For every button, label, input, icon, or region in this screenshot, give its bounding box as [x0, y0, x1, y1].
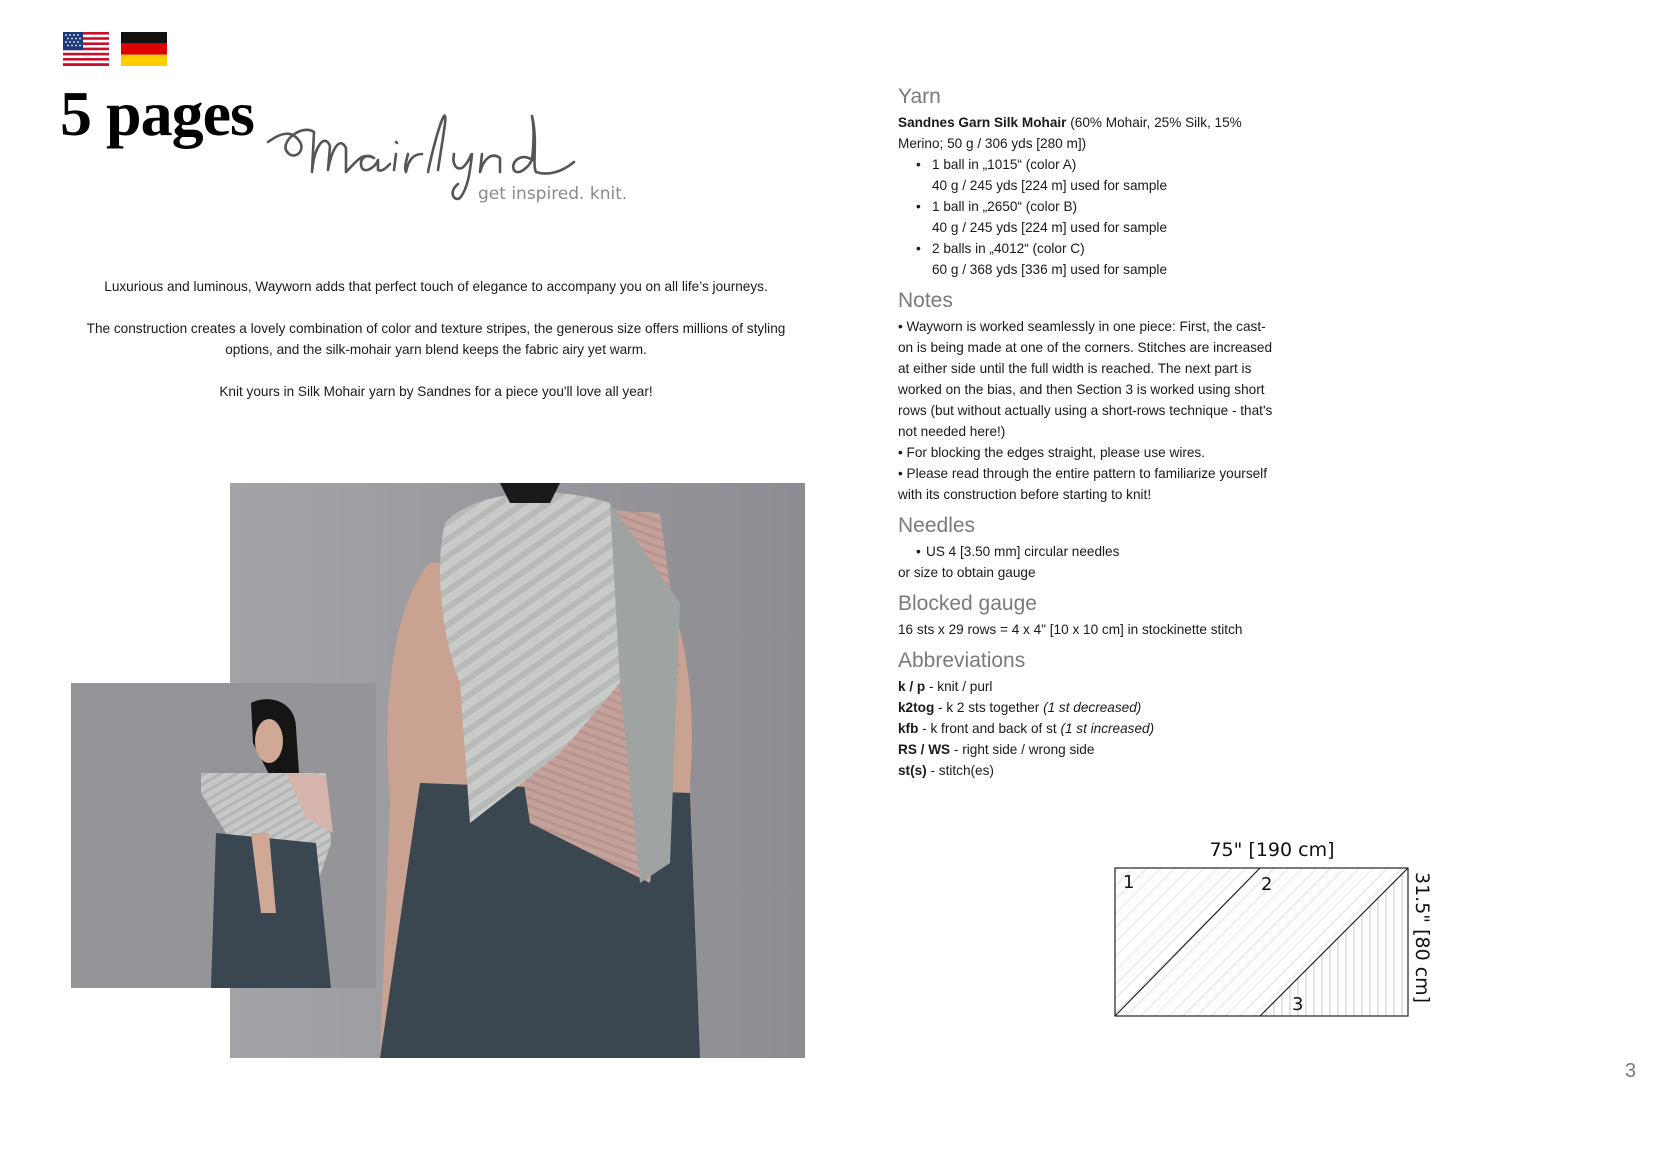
gauge-text: 16 sts x 29 rows = 4 x 4" [10 x 10 cm] in stockinette stitch [898, 622, 1243, 637]
schematic-height-label: 31.5" [80 cm] [1411, 872, 1433, 1004]
yarn-item: • 1 ball in „2650“ (color B) [898, 196, 1278, 217]
notes-section [898, 288, 1278, 505]
abbreviation-note: (1 st increased) [1060, 721, 1155, 736]
yarn-name: Sandnes Garn Silk Mohair [898, 115, 1067, 130]
section-label-3: 3 [1292, 994, 1304, 1015]
abbreviation-item [898, 760, 1278, 781]
us-flag-icon[interactable] [63, 32, 109, 66]
intro-paragraph: Luxurious and luminous, Wayworn adds that perfect touch of elegance to accompany you on all life’s journeys. [104, 279, 768, 294]
page-number: 3 [1625, 1060, 1637, 1082]
abbreviation-note: (1 st decreased) [1043, 700, 1142, 715]
yarn-item-detail: 60 g / 368 yds [336 m] used for sample [932, 262, 1168, 277]
yarn-section [898, 84, 1278, 280]
abbreviations-section [898, 648, 1278, 781]
yarn-heading: Yarn [898, 85, 941, 108]
needles-item: • US 4 [3.50 mm] circular needles [898, 541, 1278, 562]
note-item: • Wayworn is worked seamlessly in one piece: First, the cast-on is being made at one of the corners. Stitches are increased at either side until the full width is reached. The next part is worked on the bias, and then Section 3 is worked using short rows (but without actually using a short-rows technique - that's not needed here!) [898, 319, 1273, 439]
shawl-photo-full [71, 683, 376, 988]
abbreviations-heading: Abbreviations [898, 649, 1026, 672]
abbreviation-item [898, 697, 1278, 718]
notes-heading: Notes [898, 289, 953, 312]
yarn-item: • 2 balls in „4012“ (color C) [898, 238, 1278, 259]
abbreviation-term: st(s) [898, 763, 927, 778]
yarn-description [898, 112, 1278, 154]
abbreviation-item [898, 739, 1278, 760]
shawl-schematic [1110, 834, 1450, 1024]
intro-paragraph: Knit yours in Silk Mohair yarn by Sandnes for a piece you'll love all year! [219, 384, 653, 399]
abbreviation-desc: - right side / wrong side [950, 742, 1095, 757]
yarn-composition: (60% Mohair, 25% Silk, 15% Merino; 50 g / 306 yds [280 m]) [898, 115, 1242, 151]
logo-tagline: get inspired. knit. [478, 184, 628, 204]
note-item: • For blocking the edges straight, please use wires. [898, 445, 1206, 460]
germany-flag-icon[interactable] [121, 32, 167, 66]
abbreviation-item [898, 676, 1278, 697]
abbreviation-term: kfb [898, 721, 919, 736]
schematic-width-label: 75" [190 cm] [1209, 839, 1335, 861]
abbreviation-term: k2tog [898, 700, 935, 715]
yarn-item: • 1 ball in „1015“ (color A) [898, 154, 1278, 175]
abbreviation-term: k / p [898, 679, 926, 694]
section-label-1: 1 [1123, 872, 1135, 893]
yarn-item-detail: 40 g / 245 yds [224 m] used for sample [932, 178, 1168, 193]
needles-note: or size to obtain gauge [898, 565, 1036, 580]
page-title: 5 pages [60, 78, 254, 149]
abbreviation-item [898, 718, 1278, 739]
note-item: • Please read through the entire pattern to familiarize yourself with its construction before starting to knit! [898, 466, 1267, 502]
abbreviation-term: RS / WS [898, 742, 951, 757]
needles-section [898, 513, 1278, 583]
needles-heading: Needles [898, 514, 976, 537]
abbreviation-desc: - k front and back of st [918, 721, 1061, 736]
intro-paragraph: The construction creates a lovely combination of color and texture stripes, the generous size offers millions of styling options, and the silk-mohair yarn blend keeps the fabric airy yet warm. [86, 321, 786, 357]
gauge-section [898, 591, 1278, 640]
intro-text [86, 276, 786, 423]
section-label-2: 2 [1261, 874, 1273, 895]
abbreviation-desc: - stitch(es) [926, 763, 994, 778]
gauge-heading: Blocked gauge [898, 592, 1037, 615]
abbreviation-desc: - knit / purl [925, 679, 993, 694]
abbreviation-desc: - k 2 sts together [934, 700, 1044, 715]
pattern-details [898, 84, 1278, 789]
yarn-item-detail: 40 g / 245 yds [224 m] used for sample [932, 220, 1168, 235]
